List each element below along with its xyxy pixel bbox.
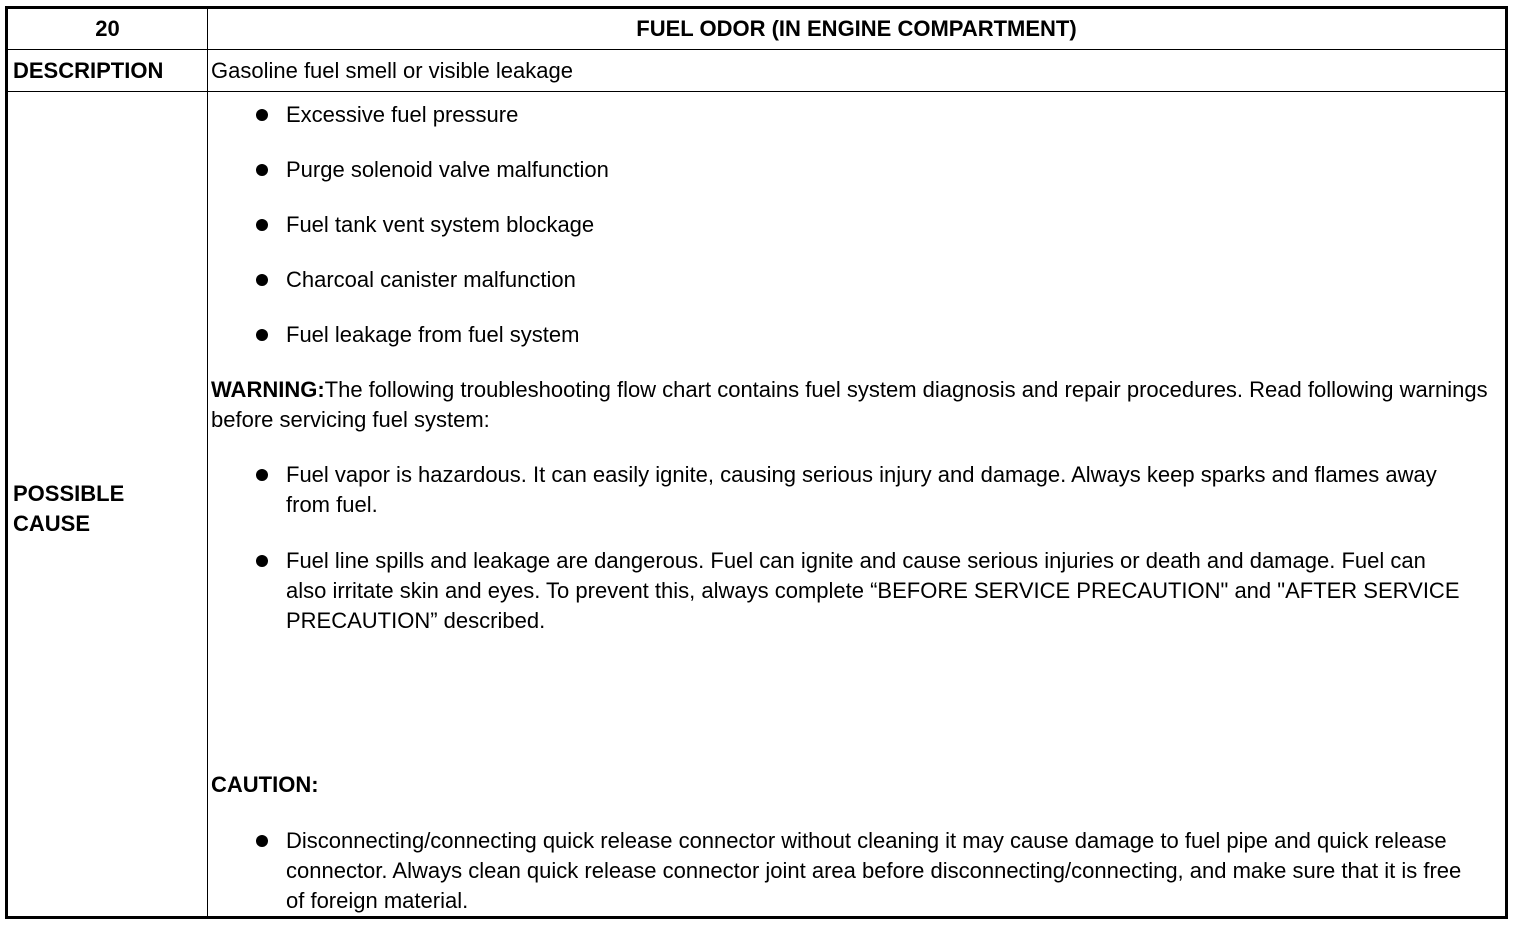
description-text: Gasoline fuel smell or visible leakage bbox=[211, 57, 573, 83]
diagnosis-table bbox=[5, 6, 1508, 919]
cause-text: Purge solenoid valve malfunction bbox=[286, 157, 609, 182]
bullet-icon bbox=[256, 835, 268, 847]
description-label: DESCRIPTION bbox=[13, 57, 164, 83]
cause-text: Excessive fuel pressure bbox=[286, 102, 519, 127]
warning-item-text: Fuel line spills and leakage are dangerous. Fuel can ignite and cause serious injuries or death and damage. Fuel can also irritate skin and eyes. To prevent this, always complete “BEFORE SERVICE PRECAUTION" and "AFTER SERVICE PRECAUTION” described. bbox=[286, 548, 1460, 633]
bullet-icon bbox=[256, 274, 268, 286]
bullet-icon bbox=[256, 469, 268, 481]
bullet-icon bbox=[256, 109, 268, 121]
bullet-icon bbox=[256, 219, 268, 231]
bullet-icon bbox=[256, 555, 268, 567]
possible-cause-label-line1: POSSIBLE bbox=[13, 481, 125, 506]
warning-item-text: Fuel vapor is hazardous. It can easily ignite, causing serious injury and damage. Always keep sparks and flames away from fuel. bbox=[286, 462, 1437, 517]
warning-label: WARNING: bbox=[211, 377, 325, 402]
caution-paragraph bbox=[211, 770, 1496, 800]
cause-text: Fuel tank vent system blockage bbox=[286, 212, 595, 237]
bullet-icon bbox=[256, 164, 268, 176]
symptom-title: FUEL ODOR (IN ENGINE COMPARTMENT) bbox=[636, 16, 1077, 41]
symptom-number: 20 bbox=[95, 16, 120, 41]
caution-item-text: Disconnecting/connecting quick release connector without cleaning it may cause damage to fuel pipe and quick release connector. Always clean quick release connector joint area before disconnecting/connecting, and make sure that it is free of foreign material. bbox=[286, 828, 1462, 913]
warning-text: The following troubleshooting flow chart contains fuel system diagnosis and repair procedures. Read following warnings before servicing fuel system: bbox=[211, 377, 1488, 432]
possible-cause-label bbox=[13, 479, 203, 539]
bullet-icon bbox=[256, 329, 268, 341]
column-divider bbox=[207, 9, 208, 916]
row-divider bbox=[8, 91, 1505, 92]
warning-paragraph bbox=[211, 375, 1496, 435]
cause-text: Fuel leakage from fuel system bbox=[286, 322, 580, 347]
cause-text: Charcoal canister malfunction bbox=[286, 267, 576, 292]
caution-label: CAUTION: bbox=[211, 772, 319, 797]
possible-cause-label-line2: CAUSE bbox=[13, 511, 91, 536]
